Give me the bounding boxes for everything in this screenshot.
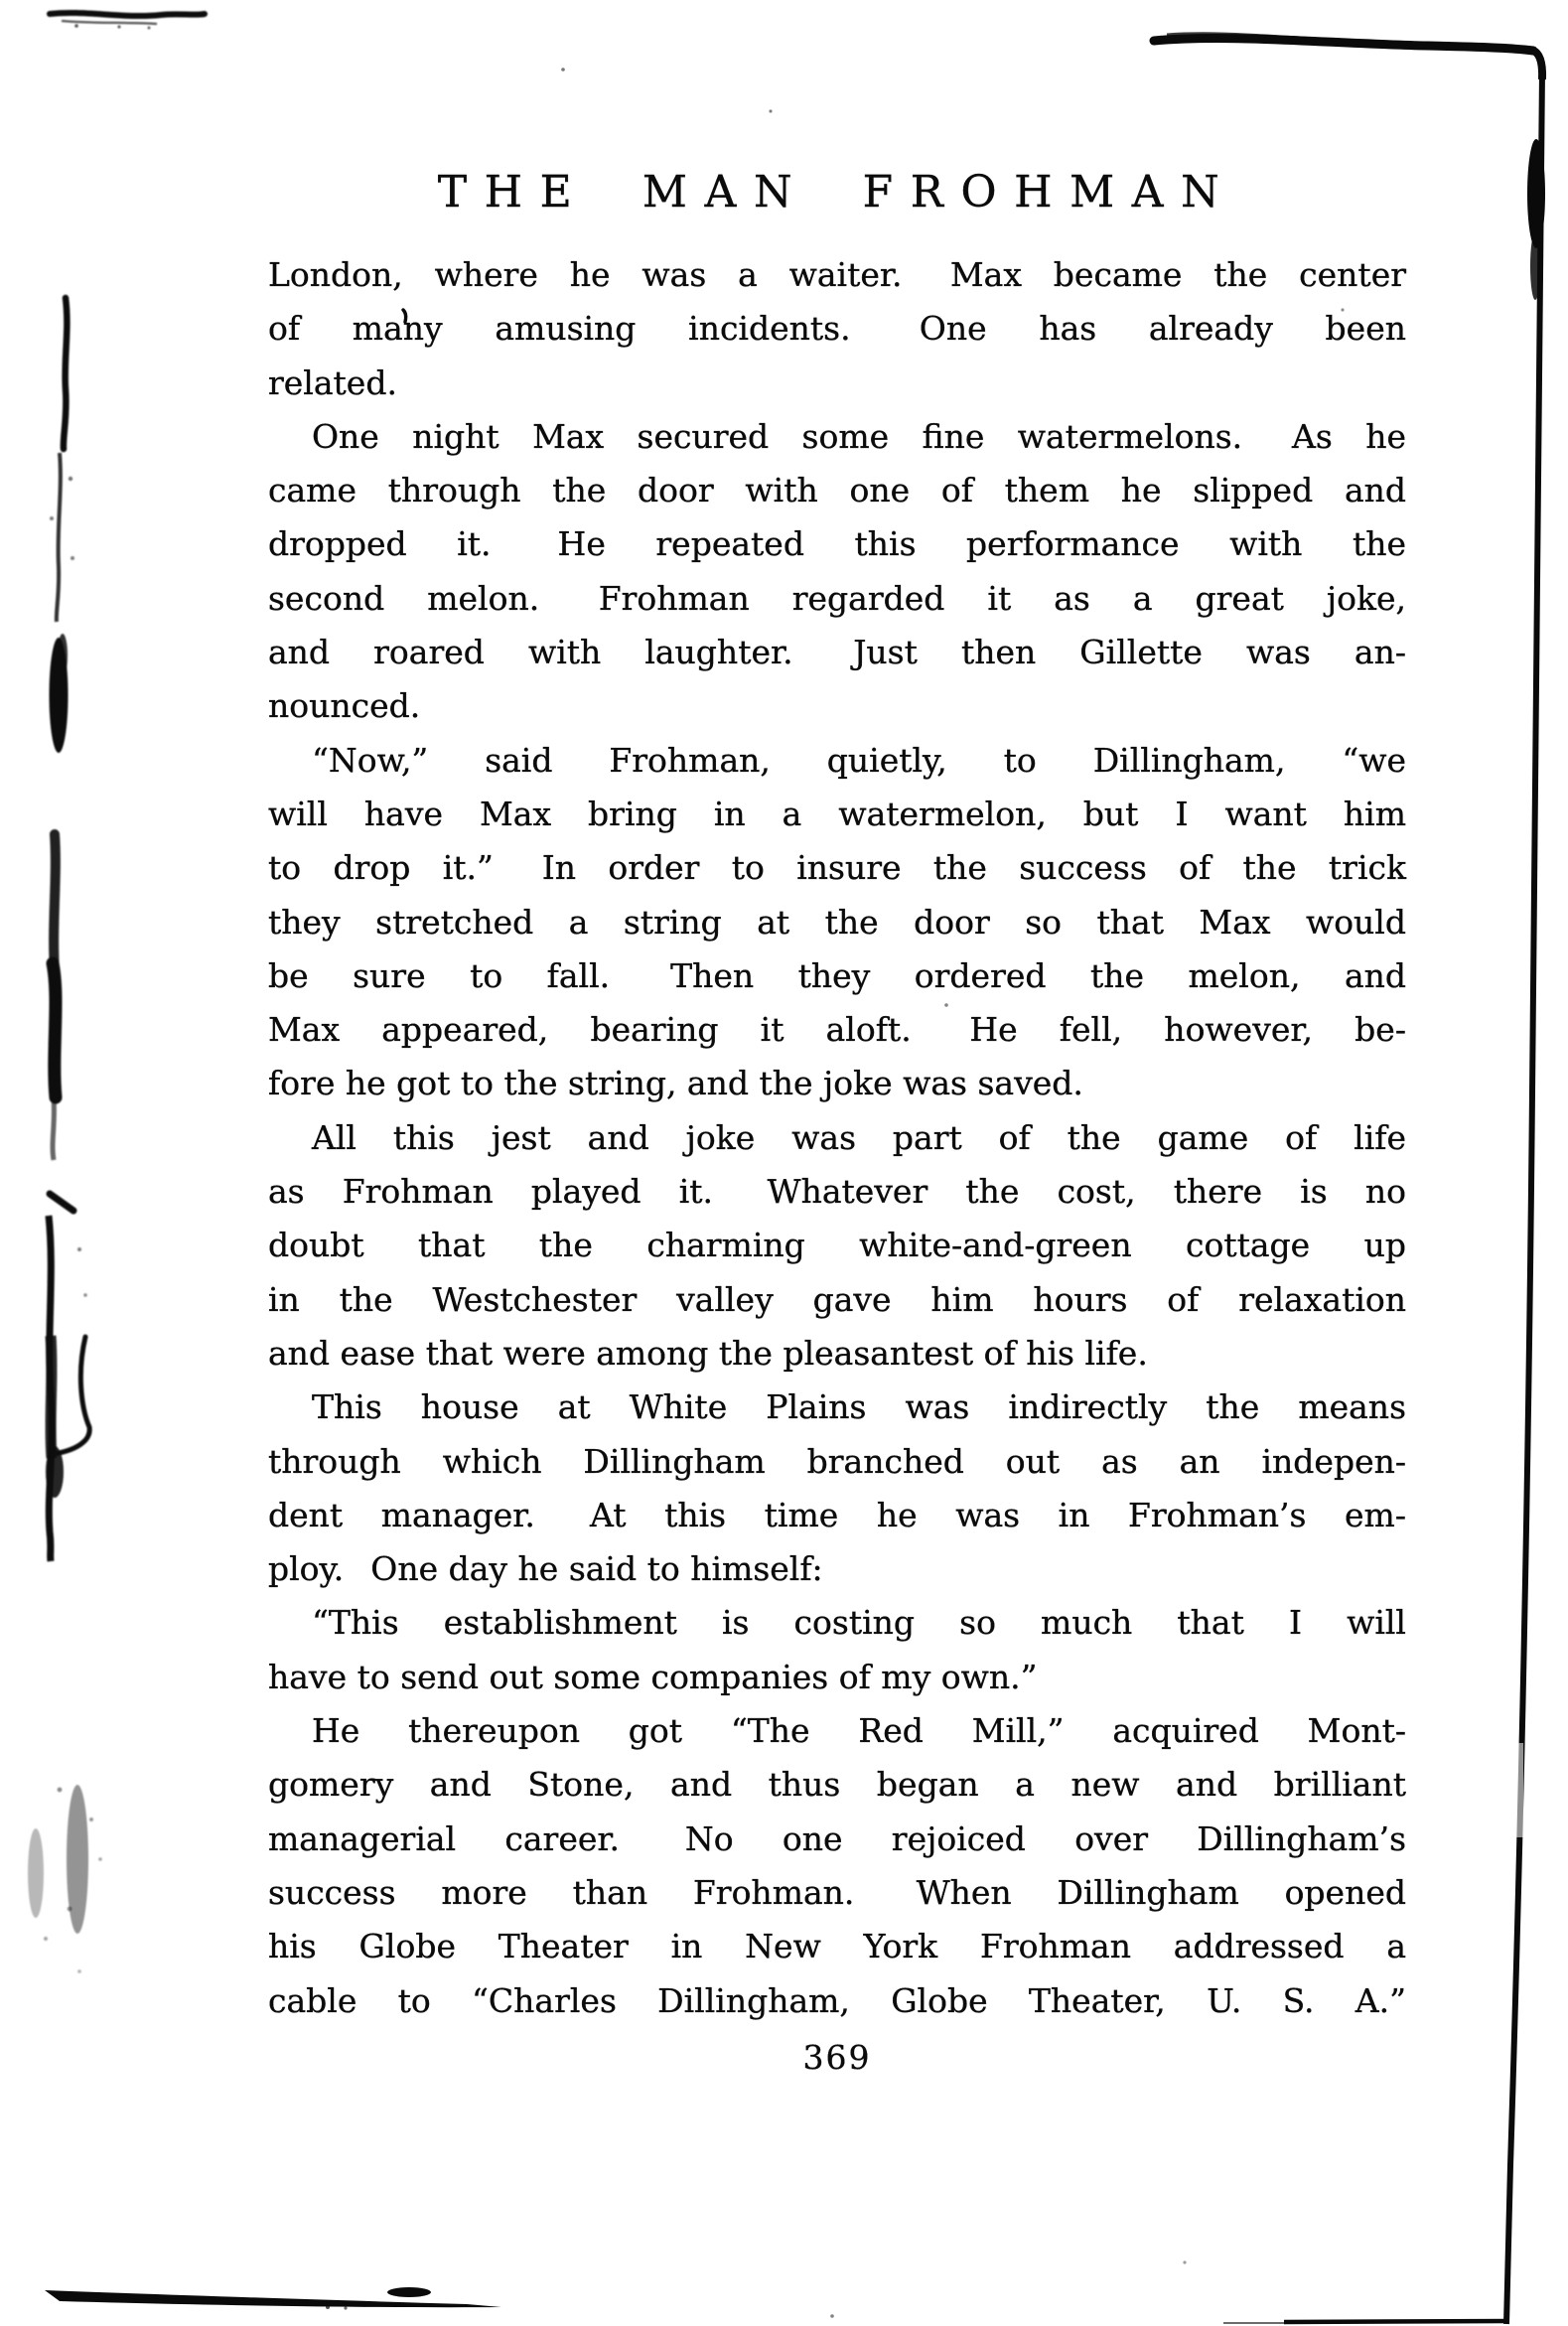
paragraph <box>268 410 1406 734</box>
text-line: will have Max bring in a watermelon, but I want him <box>268 794 1406 833</box>
paragraph <box>268 1111 1406 1381</box>
lower-left-speckles-artifact <box>28 1785 102 1973</box>
text-line: This house at White Plains was indirectly the means <box>312 1387 1406 1427</box>
text-line: as Frohman played it. Whatever the cost, there is no <box>268 1172 1406 1212</box>
paragraph <box>268 248 1406 410</box>
text-line: doubt that the charming white-and-green cottage up <box>268 1226 1406 1265</box>
text-line: “This establishment is costing so much that I will <box>312 1603 1406 1643</box>
text-line: be sure to fall. Then they ordered the melon, and <box>268 955 1406 995</box>
paragraph <box>268 734 1406 1111</box>
text-line: cable to “Charles Dillingham, Globe Theater, U. S. A.” <box>268 1980 1406 2020</box>
text-line: in the Westchester valley gave him hours of relaxation <box>268 1279 1406 1319</box>
text-line: fore he got to the string, and the joke was saved. <box>268 1064 1083 1103</box>
text-line: to drop it.” In order to insure the success of the trick <box>268 848 1406 888</box>
text-line: One night Max secured some fine watermelons. As he <box>312 416 1406 456</box>
text-line: nounced. <box>268 686 421 726</box>
paragraph <box>268 1704 1406 2028</box>
text-line: through which Dillingham branched out as an indepen- <box>268 1441 1406 1481</box>
text-line: of many amusing incidents. One has already been <box>268 309 1406 349</box>
top-right-border-artifact <box>1154 34 1542 79</box>
left-margin-smudges-artifact <box>50 298 75 1160</box>
text-line: second melon. Frohman regarded it as a great joke, <box>268 578 1406 618</box>
text-line: success more than Frohman. When Dillingham opened <box>268 1872 1406 1912</box>
paragraph <box>268 1596 1406 1704</box>
right-edge-bar-artifact <box>1506 72 1545 2324</box>
text-line: they stretched a string at the door so that Max would <box>268 902 1406 942</box>
text-line: dropped it. He repeated this performance with the <box>268 524 1406 564</box>
text-line: managerial career. No one rejoiced over Dillingham’s <box>268 1818 1406 1858</box>
text-line: and ease that were among the pleasantest of his life. <box>268 1333 1148 1373</box>
text-line: have to send out some companies of my own.” <box>268 1657 1038 1696</box>
bottom-left-bar-artifact <box>45 2287 501 2310</box>
page-title: THE MAN FROHMAN <box>437 167 1237 218</box>
bottom-right-line-artifact <box>1223 2321 1509 2323</box>
text-line: dent manager. At this time he was in Frohman’s em- <box>268 1495 1406 1534</box>
body-text <box>268 248 1406 2028</box>
text-line: He thereupon got “The Red Mill,” acquired Mont- <box>312 1711 1406 1751</box>
text-line: ploy. One day he said to himself: <box>268 1549 823 1589</box>
paragraph <box>268 1381 1406 1596</box>
text-line: All this jest and joke was part of the game of life <box>312 1117 1406 1157</box>
left-margin-hook-artifact <box>46 1194 89 1561</box>
text-line: and roared with laughter. Just then Gillette was an- <box>268 633 1406 672</box>
text-line: his Globe Theater in New York Frohman addressed a <box>268 1927 1406 1966</box>
page-number: 369 <box>802 2038 872 2077</box>
text-line: related. <box>268 363 397 402</box>
text-line: gomery and Stone, and thus began a new and brilliant <box>268 1765 1406 1805</box>
text-line: London, where he was a waiter. Max became the center <box>268 255 1406 294</box>
text-line: came through the door with one of them he slipped and <box>268 471 1406 510</box>
text-line: “Now,” said Frohman, quietly, to Dillingham, “we <box>312 740 1406 780</box>
top-left-smudge-artifact <box>50 13 205 30</box>
text-line: Max appeared, bearing it aloft. He fell, however, be- <box>268 1010 1406 1050</box>
